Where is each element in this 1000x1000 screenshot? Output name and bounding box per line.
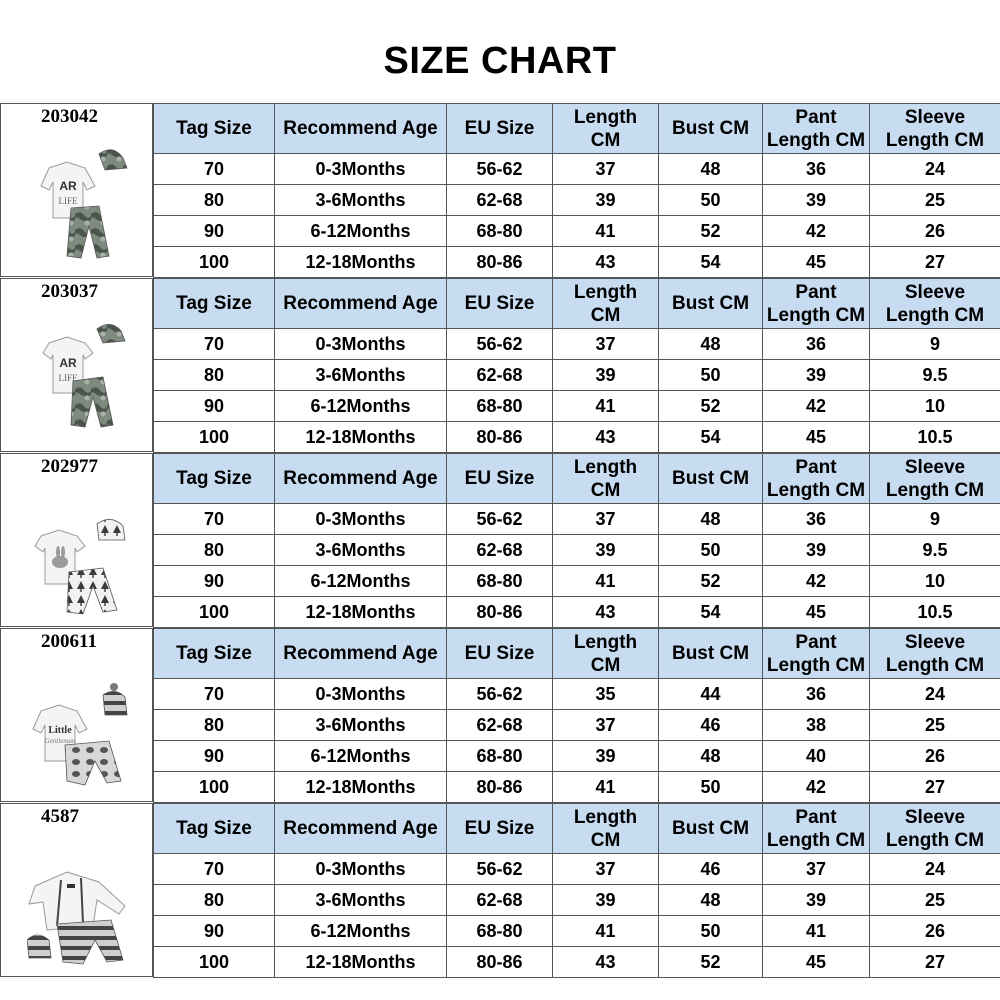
product-id: 202977 — [41, 456, 98, 477]
table-row — [154, 391, 1000, 422]
product-cell — [0, 628, 153, 802]
header-label: Tag Size — [176, 468, 252, 489]
header-label: Length — [573, 281, 638, 303]
table-cell: 100 — [154, 247, 275, 278]
table-cell: 42 — [763, 566, 870, 597]
header-label: CM — [590, 654, 621, 676]
col-eu-size — [447, 279, 553, 329]
table-cell: 39 — [763, 360, 870, 391]
col-length — [553, 629, 659, 679]
header-row — [154, 804, 1000, 854]
col-eu-size — [447, 804, 553, 854]
product-cell — [0, 803, 153, 977]
header-row — [154, 279, 1000, 329]
table-cell: 10 — [870, 391, 1000, 422]
table-cell: 80 — [154, 535, 275, 566]
header-label: Bust CM — [671, 118, 750, 139]
table-cell: 62-68 — [447, 710, 553, 741]
col-bust — [659, 104, 763, 154]
header-row — [154, 104, 1000, 154]
table-cell: 62-68 — [447, 535, 553, 566]
header-label: Tag Size — [176, 818, 252, 839]
table-cell: 0-3Months — [275, 329, 447, 360]
col-eu-size — [447, 104, 553, 154]
table-cell: 0-3Months — [275, 154, 447, 185]
table-cell: 40 — [763, 741, 870, 772]
table-cell: 6-12Months — [275, 391, 447, 422]
table-cell: 56-62 — [447, 154, 553, 185]
table-row — [154, 566, 1000, 597]
table-row — [154, 741, 1000, 772]
product-block — [0, 103, 1000, 277]
table-cell: 41 — [553, 916, 659, 947]
table-cell: 6-12Months — [275, 566, 447, 597]
table-cell: 6-12Months — [275, 916, 447, 947]
table-cell: 39 — [553, 535, 659, 566]
product-block — [0, 453, 1000, 627]
table-cell: 12-18Months — [275, 422, 447, 453]
table-cell: 52 — [659, 391, 763, 422]
table-cell: 6-12Months — [275, 741, 447, 772]
header-label: Recommend Age — [283, 293, 438, 314]
header-row — [154, 629, 1000, 679]
table-cell: 42 — [763, 391, 870, 422]
table-cell: 26 — [870, 916, 1000, 947]
header-label: Pant — [795, 281, 837, 303]
table-row — [154, 329, 1000, 360]
table-cell: 46 — [659, 854, 763, 885]
header-label: EU Size — [464, 818, 535, 839]
col-tag-size — [154, 629, 275, 679]
table-cell: 70 — [154, 854, 275, 885]
page-title: SIZE CHART — [383, 40, 617, 82]
header-label: Pant — [795, 631, 837, 653]
table-cell: 43 — [553, 422, 659, 453]
table-row — [154, 247, 1000, 278]
table-cell: 37 — [553, 154, 659, 185]
col-pant-length — [763, 804, 870, 854]
svg-text:LIFE: LIFE — [58, 196, 78, 206]
table-cell: 80 — [154, 885, 275, 916]
header-label: CM — [590, 829, 621, 851]
table-cell: 48 — [659, 154, 763, 185]
header-label: Recommend Age — [283, 468, 438, 489]
table-cell: 42 — [763, 216, 870, 247]
table-cell: 100 — [154, 422, 275, 453]
table-cell: 41 — [553, 772, 659, 803]
col-recommend-age — [275, 454, 447, 504]
table-cell: 48 — [659, 329, 763, 360]
table-cell: 80 — [154, 185, 275, 216]
table-cell: 39 — [553, 885, 659, 916]
table-cell: 70 — [154, 329, 275, 360]
header-label: Tag Size — [176, 643, 252, 664]
header-label: Recommend Age — [283, 643, 438, 664]
table-cell: 39 — [553, 185, 659, 216]
header-label: Length — [573, 631, 638, 653]
table-cell: 10.5 — [870, 422, 1000, 453]
table-cell: 62-68 — [447, 885, 553, 916]
col-pant-length — [763, 629, 870, 679]
suspender-bodysuit-striped-pants-hat-icon — [27, 846, 137, 966]
table-cell: 68-80 — [447, 566, 553, 597]
table-cell: 0-3Months — [275, 679, 447, 710]
table-row — [154, 854, 1000, 885]
table-cell: 62-68 — [447, 360, 553, 391]
table-cell: 70 — [154, 679, 275, 710]
table-cell: 54 — [659, 597, 763, 628]
table-cell: 37 — [553, 710, 659, 741]
table-row — [154, 710, 1000, 741]
svg-text:AR: AR — [59, 179, 77, 193]
header-label: Length — [573, 456, 638, 478]
header-label: Sleeve — [904, 456, 966, 478]
table-cell: 37 — [763, 854, 870, 885]
table-cell: 56-62 — [447, 329, 553, 360]
table-cell: 90 — [154, 216, 275, 247]
header-label: Length CM — [766, 654, 866, 676]
col-sleeve-length — [870, 104, 1000, 154]
header-label: Length CM — [766, 829, 866, 851]
table-cell: 52 — [659, 566, 763, 597]
col-bust — [659, 279, 763, 329]
table-cell: 24 — [870, 154, 1000, 185]
table-cell: 24 — [870, 679, 1000, 710]
table-cell: 48 — [659, 741, 763, 772]
table-cell: 56-62 — [447, 504, 553, 535]
table-row — [154, 504, 1000, 535]
product-id: 203037 — [41, 281, 98, 302]
table-row — [154, 185, 1000, 216]
table-cell: 37 — [553, 504, 659, 535]
table-cell: 56-62 — [447, 679, 553, 710]
header-label: Pant — [795, 106, 837, 128]
table-cell: 42 — [763, 772, 870, 803]
col-tag-size — [154, 279, 275, 329]
table-cell: 44 — [659, 679, 763, 710]
header-label: EU Size — [464, 643, 535, 664]
table-cell: 38 — [763, 710, 870, 741]
table-cell: 36 — [763, 329, 870, 360]
header-label: Length CM — [885, 654, 985, 676]
header-label: EU Size — [464, 118, 535, 139]
header-label: Recommend Age — [283, 818, 438, 839]
table-cell: 39 — [763, 535, 870, 566]
table-cell: 50 — [659, 535, 763, 566]
col-pant-length — [763, 104, 870, 154]
col-length — [553, 104, 659, 154]
table-row — [154, 885, 1000, 916]
header-label: Length CM — [885, 129, 985, 151]
table-cell: 3-6Months — [275, 710, 447, 741]
header-label: Pant — [795, 806, 837, 828]
table-cell: 26 — [870, 216, 1000, 247]
table-cell: 68-80 — [447, 741, 553, 772]
product-id: 200611 — [41, 631, 97, 652]
table-cell: 36 — [763, 154, 870, 185]
table-cell: 54 — [659, 422, 763, 453]
table-row — [154, 535, 1000, 566]
header-label: Sleeve — [904, 631, 966, 653]
header-label: Bust CM — [671, 818, 750, 839]
table-cell: 80-86 — [447, 597, 553, 628]
table-cell: 45 — [763, 422, 870, 453]
table-cell: 39 — [763, 185, 870, 216]
header-label: Sleeve — [904, 281, 966, 303]
col-pant-length — [763, 279, 870, 329]
table-cell: 0-3Months — [275, 504, 447, 535]
bunny-bodysuit-patterned-pants-hat-icon — [27, 496, 137, 616]
col-tag-size — [154, 804, 275, 854]
header-label: CM — [590, 129, 621, 151]
header-row — [154, 454, 1000, 504]
table-cell: 43 — [553, 597, 659, 628]
short-sleeve-bodysuit-camo-pants-hat-icon — [27, 321, 137, 441]
table-cell: 68-80 — [447, 216, 553, 247]
col-length — [553, 804, 659, 854]
table-cell: 68-80 — [447, 916, 553, 947]
table-cell: 26 — [870, 741, 1000, 772]
table-cell: 45 — [763, 597, 870, 628]
col-bust — [659, 629, 763, 679]
table-cell: 70 — [154, 154, 275, 185]
table-cell: 90 — [154, 391, 275, 422]
product-block — [0, 628, 1000, 802]
table-row — [154, 360, 1000, 391]
table-cell: 3-6Months — [275, 885, 447, 916]
col-bust — [659, 454, 763, 504]
product-cell — [0, 103, 153, 277]
table-cell: 3-6Months — [275, 535, 447, 566]
table-cell: 100 — [154, 947, 275, 978]
table-cell: 54 — [659, 247, 763, 278]
col-sleeve-length — [870, 454, 1000, 504]
col-sleeve-length — [870, 629, 1000, 679]
table-cell: 25 — [870, 710, 1000, 741]
table-cell: 25 — [870, 885, 1000, 916]
table-cell: 50 — [659, 772, 763, 803]
col-recommend-age — [275, 629, 447, 679]
col-sleeve-length — [870, 804, 1000, 854]
col-length — [553, 454, 659, 504]
product-cell — [0, 278, 153, 452]
svg-text:LIFE: LIFE — [58, 373, 78, 383]
table-cell: 39 — [553, 741, 659, 772]
header-label: Pant — [795, 456, 837, 478]
table-cell: 56-62 — [447, 854, 553, 885]
size-table — [153, 803, 1000, 978]
table-cell: 36 — [763, 504, 870, 535]
table-cell: 3-6Months — [275, 360, 447, 391]
table-cell: 50 — [659, 916, 763, 947]
header-label: Length CM — [766, 129, 866, 151]
long-sleeve-bodysuit-camo-pants-hat-icon — [27, 146, 137, 266]
col-tag-size — [154, 454, 275, 504]
header-label: Recommend Age — [283, 118, 438, 139]
col-pant-length — [763, 454, 870, 504]
table-cell: 80 — [154, 360, 275, 391]
table-cell: 50 — [659, 360, 763, 391]
svg-text:Gentleman: Gentleman — [44, 737, 76, 745]
table-cell: 90 — [154, 566, 275, 597]
table-cell: 45 — [763, 947, 870, 978]
table-cell: 39 — [553, 360, 659, 391]
table-cell: 10.5 — [870, 597, 1000, 628]
table-cell: 43 — [553, 247, 659, 278]
col-eu-size — [447, 454, 553, 504]
table-cell: 25 — [870, 185, 1000, 216]
table-cell: 6-12Months — [275, 216, 447, 247]
header-label: CM — [590, 304, 621, 326]
table-cell: 37 — [553, 329, 659, 360]
product-id: 203042 — [41, 106, 98, 127]
table-cell: 90 — [154, 741, 275, 772]
header-label: Length CM — [766, 304, 866, 326]
product-cell — [0, 453, 153, 627]
table-row — [154, 422, 1000, 453]
table-cell: 37 — [553, 854, 659, 885]
table-row — [154, 154, 1000, 185]
header-label: Length CM — [885, 304, 985, 326]
table-cell: 9 — [870, 504, 1000, 535]
table-cell: 0-3Months — [275, 854, 447, 885]
table-cell: 12-18Months — [275, 597, 447, 628]
product-block — [0, 803, 1000, 977]
header-label: Tag Size — [176, 118, 252, 139]
header-label: Sleeve — [904, 806, 966, 828]
table-cell: 9.5 — [870, 535, 1000, 566]
header-label: Length — [573, 106, 638, 128]
col-sleeve-length — [870, 279, 1000, 329]
table-cell: 41 — [553, 216, 659, 247]
table-cell: 27 — [870, 247, 1000, 278]
table-cell: 48 — [659, 504, 763, 535]
header-label: Bust CM — [671, 293, 750, 314]
header-label: Length CM — [766, 479, 866, 501]
table-cell: 9.5 — [870, 360, 1000, 391]
table-cell: 80-86 — [447, 247, 553, 278]
table-cell: 80-86 — [447, 422, 553, 453]
table-cell: 48 — [659, 885, 763, 916]
table-cell: 9 — [870, 329, 1000, 360]
header-label: EU Size — [464, 293, 535, 314]
table-cell: 41 — [553, 566, 659, 597]
table-cell: 52 — [659, 947, 763, 978]
header-label: Length — [573, 806, 638, 828]
table-cell: 46 — [659, 710, 763, 741]
table-cell: 100 — [154, 597, 275, 628]
table-cell: 52 — [659, 216, 763, 247]
size-table — [153, 628, 1000, 803]
header-label: EU Size — [464, 468, 535, 489]
header-label: Length CM — [885, 479, 985, 501]
table-cell: 36 — [763, 679, 870, 710]
table-row — [154, 216, 1000, 247]
table-cell: 10 — [870, 566, 1000, 597]
table-cell: 27 — [870, 772, 1000, 803]
table-cell: 12-18Months — [275, 772, 447, 803]
table-cell: 41 — [763, 916, 870, 947]
header-label: Bust CM — [671, 643, 750, 664]
product-block — [0, 278, 1000, 452]
table-row — [154, 772, 1000, 803]
table-cell: 27 — [870, 947, 1000, 978]
little-bodysuit-striped-pants-hat-icon — [27, 671, 137, 791]
table-cell: 12-18Months — [275, 947, 447, 978]
col-recommend-age — [275, 279, 447, 329]
table-cell: 68-80 — [447, 391, 553, 422]
size-table — [153, 103, 1000, 278]
table-cell: 3-6Months — [275, 185, 447, 216]
table-cell: 70 — [154, 504, 275, 535]
table-cell: 35 — [553, 679, 659, 710]
col-length — [553, 279, 659, 329]
table-cell: 24 — [870, 854, 1000, 885]
size-table — [153, 278, 1000, 453]
table-cell: 80-86 — [447, 947, 553, 978]
col-tag-size — [154, 104, 275, 154]
product-id: 4587 — [41, 806, 79, 827]
table-row — [154, 916, 1000, 947]
table-cell: 45 — [763, 247, 870, 278]
col-bust — [659, 804, 763, 854]
header-label: Bust CM — [671, 468, 750, 489]
table-row — [154, 679, 1000, 710]
table-cell: 43 — [553, 947, 659, 978]
table-cell: 80-86 — [447, 772, 553, 803]
header-label: Sleeve — [904, 106, 966, 128]
table-row — [154, 597, 1000, 628]
header-label: Length CM — [885, 829, 985, 851]
col-eu-size — [447, 629, 553, 679]
table-cell: 50 — [659, 185, 763, 216]
table-row — [154, 947, 1000, 978]
size-table — [153, 453, 1000, 628]
table-cell: 80 — [154, 710, 275, 741]
col-recommend-age — [275, 104, 447, 154]
table-cell: 90 — [154, 916, 275, 947]
header-label: CM — [590, 479, 621, 501]
table-cell: 100 — [154, 772, 275, 803]
col-recommend-age — [275, 804, 447, 854]
table-cell: 39 — [763, 885, 870, 916]
header-label: Tag Size — [176, 293, 252, 314]
table-cell: 41 — [553, 391, 659, 422]
table-cell: 62-68 — [447, 185, 553, 216]
svg-text:AR: AR — [59, 356, 77, 370]
svg-text:Little: Little — [48, 725, 72, 736]
table-cell: 12-18Months — [275, 247, 447, 278]
